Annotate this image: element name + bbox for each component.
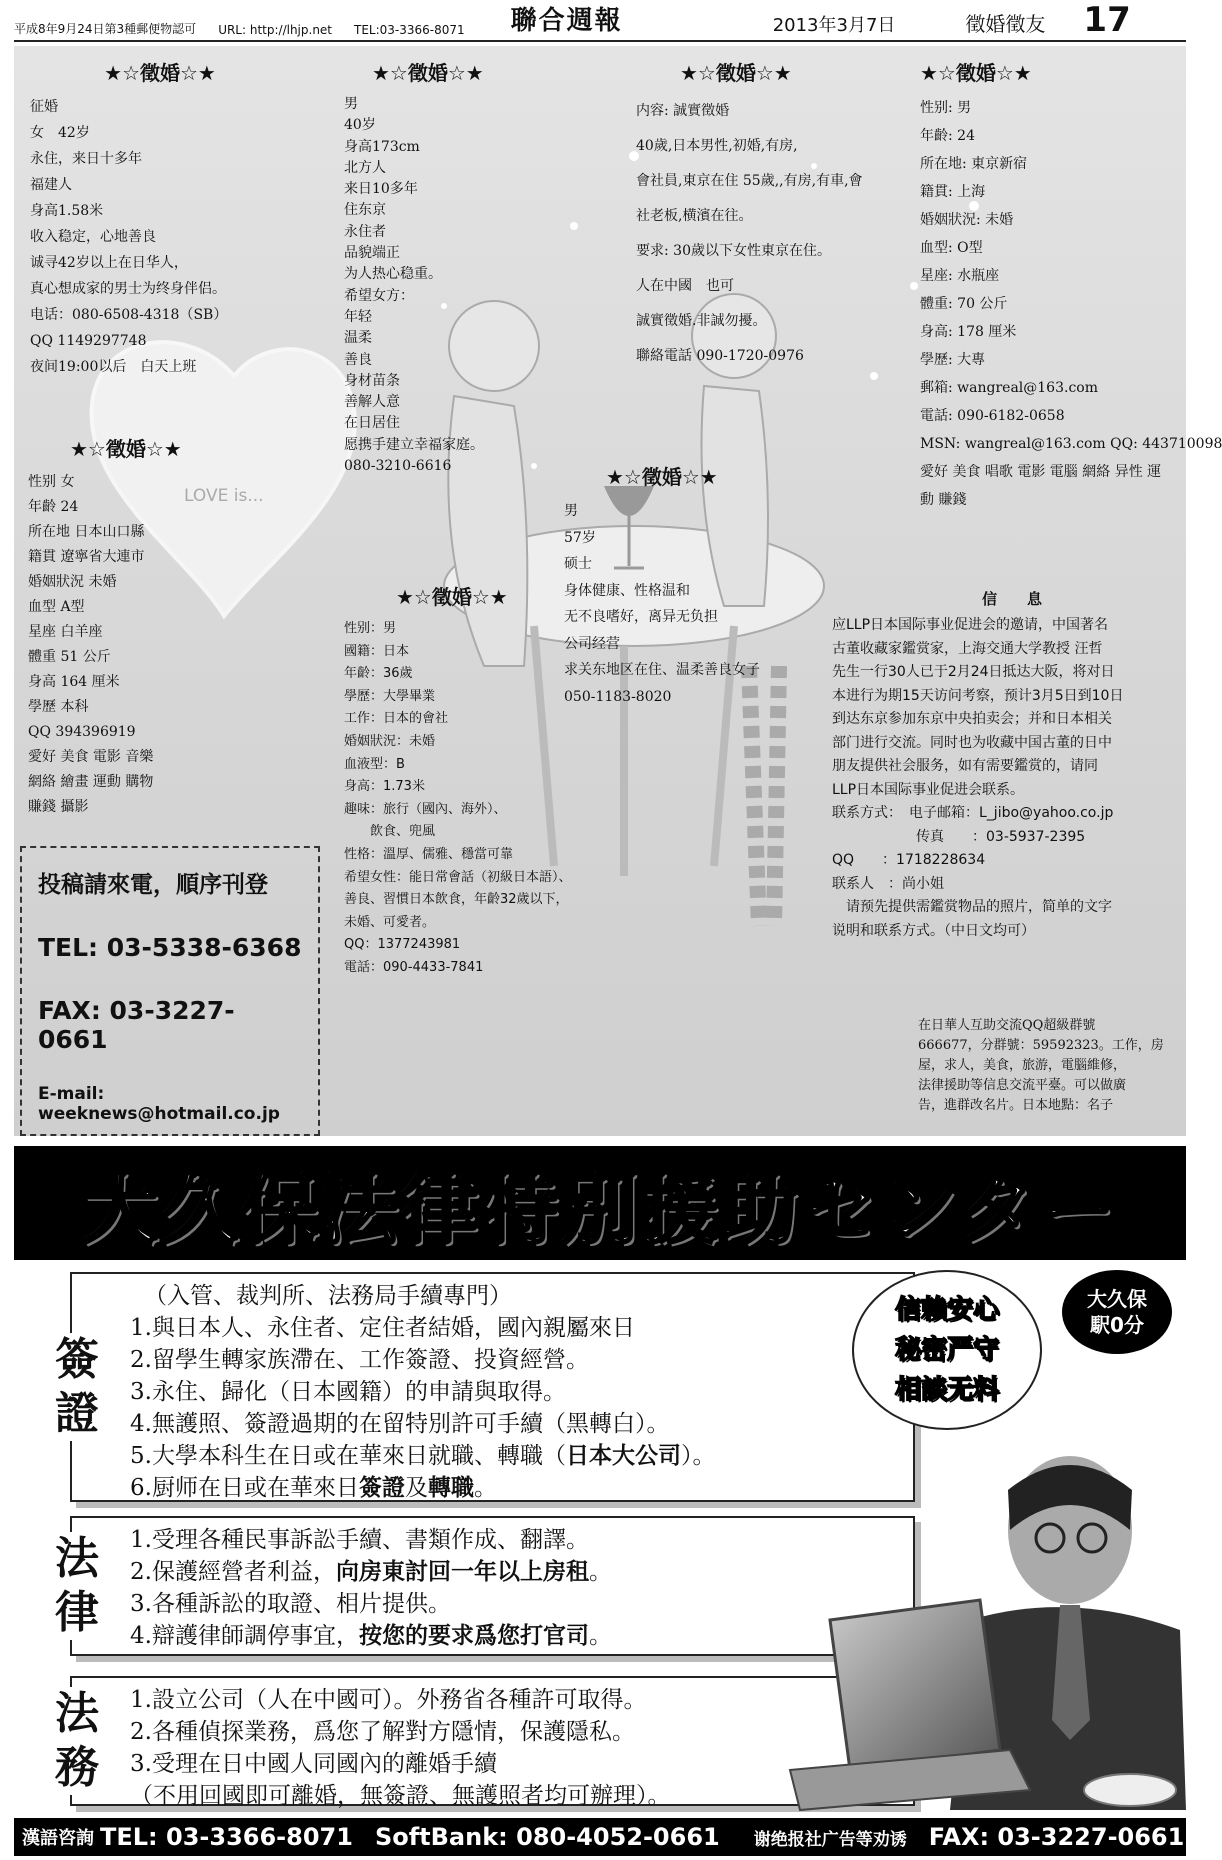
law-title: 法律 [46, 1532, 108, 1640]
text-line: 體重 51 公斤 [28, 649, 111, 665]
text-line: 57岁 [564, 529, 596, 546]
text-line: 身高: 178 厘米 [920, 324, 1017, 340]
ad-block-7 [344, 586, 644, 980]
text-line: LLP日本国际事业促进会联系。 [832, 781, 1025, 798]
ad-heading: ★☆徵婚☆★ [680, 61, 792, 85]
item-text: 5.大學本科生在日或在華來日就職、轉職（ [130, 1443, 566, 1469]
text-line: MSN: wangreal@163.com QQ: 443710098 [920, 436, 1222, 452]
text-line: 愛好 美食 電影 音樂 [28, 749, 154, 765]
text-line: 性别：男 [344, 621, 397, 636]
text-line: 工作：日本的會社 [344, 711, 449, 727]
text-line: 公司经营 [564, 635, 620, 652]
text-line: 籍貫 遼寧省大連市 [28, 549, 145, 565]
text-line: 请预先提供需鑑赏物品的照片，简单的文字 [832, 899, 1112, 915]
text-line: 080-3210-6616 [344, 458, 452, 475]
submission-contact-box [20, 846, 320, 1136]
emphasis-text: 轉職 [427, 1475, 474, 1501]
text-line: 希望女方： [344, 287, 414, 304]
text-line: 屋，求人，美食，旅游，電腦維修， [918, 1058, 1127, 1073]
text-line: 性别: 男 [920, 100, 972, 116]
item-text: 1.與日本人、永住者、定住者結婚，國內親屬來日 [130, 1315, 635, 1341]
text-line: 性格：溫厚、儒雅、穩當可靠 [344, 846, 514, 862]
footer-softbank: SoftBank: 080-4052-0661 [374, 1823, 720, 1851]
text-line: 趣味：旅行（國內、海外）、 [344, 801, 507, 817]
text-line: 男 [344, 96, 358, 112]
text-line: 聯絡電話 090-1720-0976 [636, 348, 804, 364]
text-line: 诚寻42岁以上在日华人， [30, 255, 188, 271]
text-line: 身高1.58米 [30, 203, 104, 219]
text-line: 夜间19:00以后 白天上班 [30, 359, 197, 375]
text-line: 男 [564, 503, 578, 519]
text-line: 善解人意 [344, 394, 400, 411]
station-distance: 駅0分 [1090, 1313, 1144, 1337]
text-line: 古董收藏家鑑赏家，上海交通大学教授 汪哲 [832, 640, 1103, 657]
ad-block-5 [28, 438, 248, 820]
emphasis-text: 日本大公司 [565, 1443, 681, 1469]
text-line: 先生一行30人已于2月24日抵达大阪，将对日 [832, 664, 1115, 680]
text-line: 體重: 70 公斤 [920, 296, 1008, 312]
text-line: 星座 白羊座 [28, 624, 103, 640]
text-line: 来日10多年 [344, 181, 418, 198]
text-line: 年齡 24 [28, 499, 79, 515]
ad-block-1 [30, 62, 290, 380]
text-line: 在日居住 [344, 415, 400, 432]
text-line: QQ 1149297748 [30, 333, 147, 349]
text-line: 硕士 [564, 556, 592, 572]
text-line: 永住，来日十多年 [30, 151, 142, 167]
ad-block-4 [920, 61, 1222, 514]
text-line: 電話：090-4433-7841 [344, 959, 484, 975]
ad-heading: ★☆徵婚☆★ [606, 465, 718, 489]
text-line: 女 42岁 [30, 125, 90, 141]
visa-title: 簽證 [46, 1333, 108, 1441]
item-text: 2.留學生轉家族滯在、工作簽證、投資經營。 [130, 1347, 589, 1373]
text-line: 身高 164 厘米 [28, 674, 120, 690]
service-item [130, 1376, 913, 1408]
permit-text: 平成8年9月24日第3種郵便物認可 [14, 22, 197, 36]
text-line: QQ 394396919 [28, 724, 136, 740]
text-line: 飲食、兜風 [344, 824, 436, 840]
text-line: 到达东京参加东京中央拍卖会；并和日本相关 [832, 711, 1112, 727]
item-text: 1.受理各種民事訴訟手續、書類作成、翻譯。 [130, 1527, 589, 1553]
text-line: 真心想成家的男士为终身伴侣。 [30, 281, 226, 297]
ad-heading: ★☆徵婚☆★ [920, 61, 1032, 85]
text-line: 年齡: 24 [920, 128, 975, 144]
text-line: 血型: O型 [920, 240, 983, 256]
slogan-line: 相談无料 [894, 1375, 999, 1405]
text-line: 會社員,東京在住 55歲,,有房,有車,會 [636, 173, 863, 189]
text-line: 身体健康、性格温和 [564, 582, 690, 599]
emphasis-text: 簽證 [358, 1475, 405, 1501]
text-line: 未婚、可愛者。 [344, 914, 436, 930]
text-line: 學歷: 大專 [920, 352, 986, 368]
text-line: 联系人 ：尚小姐 [832, 875, 944, 892]
qq-group-notice [918, 1016, 1184, 1116]
text-line: 在日華人互助交流QQ超級群號 [918, 1018, 1096, 1033]
ad-heading: ★☆徵婚☆★ [70, 437, 182, 461]
text-line: 人在中國 也可 [636, 278, 734, 294]
text-line: 身高173cm [344, 138, 420, 155]
item-text: 6.厨师在日或在華來日 [130, 1475, 359, 1501]
item-text: 3.永住、歸化（日本國籍）的申請與取得。 [130, 1379, 566, 1405]
text-line: 住东京 [344, 202, 386, 219]
contact-fax: FAX: 03-3227-0661 [38, 996, 235, 1054]
text-line: 愿携手建立幸福家庭。 [344, 436, 484, 453]
text-line: 要求: 30歲以下女性東京在住。 [636, 243, 831, 259]
text-line: 年齡：36歲 [344, 666, 413, 682]
text-line: 年轻 [344, 308, 372, 325]
text-line: 050-1183-8020 [564, 688, 672, 705]
service-item [130, 1280, 913, 1312]
text-line: 无不良嗜好，离异无负担 [564, 609, 718, 625]
banner-title: 大久保法律特別援助センター [81, 1164, 1119, 1254]
text-line: 永住者 [344, 223, 386, 240]
text-line: 國籍：日本 [344, 643, 410, 659]
slogan-line: 信賴安心 [894, 1295, 999, 1325]
text-line: 婚姻狀況 未婚 [28, 574, 117, 590]
text-line: 电话：080-6508-4318（SB） [30, 307, 228, 323]
text-line: 本进行为期15天访问考察，预计3月5日到10日 [832, 687, 1124, 704]
text-line: 學歷 本科 [28, 699, 89, 715]
page-header [14, 0, 1186, 42]
footer-label: 漢語咨詢 [22, 1828, 94, 1849]
text-line: 告，進群改名片。日本地點：名子 [918, 1098, 1114, 1113]
text-line: 網絡 繪畫 運動 購物 [28, 774, 154, 790]
text-line: 所在地: 東京新宿 [920, 156, 1028, 172]
url-text: URL: http://lhjp.net [218, 23, 333, 37]
text-line: 收入稳定，心地善良 [30, 229, 156, 245]
item-text: 。 [588, 1559, 612, 1585]
text-line: QQ ：1718228634 [832, 852, 986, 868]
text-line: 血液型：B [344, 756, 405, 772]
text-line: 内容: 誠實徵婚 [636, 103, 730, 119]
businessman-photo [770, 1420, 1186, 1810]
text-line: 福建人 [30, 177, 72, 193]
text-line: 郵箱: wangreal@163.com [920, 380, 1098, 396]
emphasis-text: 向房東討回一年以上房租 [335, 1559, 589, 1585]
text-line: 電話: 090-6182-0658 [920, 408, 1065, 424]
text-line: 温柔 [344, 330, 372, 347]
item-text: 4.無護照、簽證過期的在留特別許可手續（黑轉白）。 [130, 1411, 670, 1437]
text-line: 朋友提供社会服务，如有需要鑑赏的，请同 [832, 758, 1098, 774]
text-line: 血型 A型 [28, 599, 85, 615]
legal-affairs-title: 法務 [46, 1687, 108, 1795]
ad-block-3 [636, 62, 906, 374]
ad-heading: ★☆徵婚☆★ [104, 61, 216, 85]
ad-heading: ★☆徵婚☆★ [396, 585, 508, 609]
text-line: 婚姻狀況：未婚 [344, 733, 436, 749]
item-text: 。 [473, 1475, 497, 1501]
page-footer [14, 1818, 1186, 1856]
info-notice [832, 588, 1192, 943]
header-tel: TEL:03-3366-8071 [354, 23, 465, 37]
text-line: 動 賺錢 [920, 492, 967, 508]
station-badge [1062, 1270, 1172, 1354]
text-line: 666677，分群號：59592323。工作，房 [918, 1038, 1164, 1053]
contact-email[interactable]: E-mail: weeknews@hotmail.co.jp [38, 1084, 280, 1124]
text-line: 所在地 日本山口縣 [28, 524, 145, 540]
text-line: 愛好 美食 唱歌 電影 電腦 網絡 异性 運 [920, 464, 1162, 480]
item-text: （不用回國即可離婚，無簽證、無護照者均可辦理）。 [130, 1783, 671, 1809]
item-text: ）。 [680, 1443, 716, 1469]
footer-tel: TEL: 03-3366-8071 [100, 1823, 353, 1851]
text-line: 传真 ：03-5937-2395 [832, 828, 1086, 845]
text-line: 婚姻狀況: 未婚 [920, 212, 1014, 228]
text-line: 为人热心稳重。 [344, 266, 442, 283]
service-item [130, 1344, 913, 1376]
text-line: 品貌端正 [344, 245, 400, 262]
item-text: 。 [588, 1623, 612, 1649]
text-line: 希望女性：能日常會話（初級日本語）、 [344, 869, 572, 885]
section-name: 徵婚徵友 [965, 12, 1046, 36]
ad-block-2 [344, 62, 584, 477]
text-line: 应LLP日本国际事业促进会的邀请，中国著名 [832, 617, 1109, 633]
emphasis-text: 按您的要求爲您打官司 [358, 1623, 589, 1649]
submission-text: 投稿請來電，順序刊登 [38, 872, 268, 898]
slogan-cloud [852, 1270, 1042, 1430]
service-item [130, 1312, 913, 1344]
text-line: 善良 [344, 351, 372, 368]
item-text: （入管、裁判所、法務局手續專門） [144, 1283, 512, 1309]
item-text: 2.各種偵探業務，爲您了解對方隱情，保護隱私。 [130, 1719, 635, 1745]
text-line: 學歷：大學畢業 [344, 688, 436, 704]
text-line: 籍貫: 上海 [920, 184, 986, 200]
item-text: 及 [404, 1475, 428, 1501]
text-line: 联系方式： 电子邮箱：L_jibo@yahoo.co.jp [832, 805, 1114, 821]
text-line: 善良、習慣日本飲食，年齡32歲以下， [344, 892, 569, 908]
item-text: 3.各種訴訟的取證、相片提供。 [130, 1591, 451, 1617]
text-line: 法律援助等信息交流平臺。可以做廣 [918, 1078, 1127, 1093]
page-number: 17 [1083, 0, 1131, 40]
text-line: 性别 女 [28, 474, 75, 490]
item-text: 3.受理在日中國人同國內的離婚手續 [130, 1751, 497, 1777]
station-name: 大久保 [1087, 1287, 1147, 1311]
text-line: 征婚 [30, 99, 58, 115]
contact-tel: TEL: 03-5338-6368 [38, 933, 302, 962]
text-line: 身高：1.73米 [344, 779, 425, 795]
text-line: 北方人 [344, 159, 386, 176]
love-is-text: LOVE is... [184, 486, 264, 506]
info-heading: 信 息 [981, 590, 1042, 608]
text-line: 40岁 [344, 117, 376, 134]
footer-notice: 谢绝报社广告等劝诱 [753, 1829, 907, 1850]
text-line: 身材苗条 [344, 372, 400, 389]
footer-fax: FAX: 03-3227-0661 [928, 1823, 1185, 1851]
text-line: 部门进行交流。同时也为收藏中国古董的日中 [832, 734, 1112, 751]
text-line: 社老板,横濱在往。 [636, 208, 753, 224]
slogan-line: 秘密严守 [894, 1335, 999, 1365]
item-text: 1.設立公司（人在中國可）。外務省各種許可取得。 [130, 1687, 647, 1713]
issue-date: 2013年3月7日 [772, 15, 896, 36]
text-line: 求关东地区在住、温柔善良女子 [564, 662, 760, 678]
item-text: 2.保護經營者利益， [130, 1559, 336, 1585]
law-center-banner [14, 1146, 1186, 1260]
text-line: 星座: 水瓶座 [920, 268, 1000, 284]
text-line: 賺錢 攝影 [28, 799, 89, 815]
newspaper-title: 聯合週報 [510, 6, 623, 36]
text-line: QQ：1377243981 [344, 937, 461, 953]
text-line: 40歲,日本男性,初婚,有房, [636, 138, 798, 154]
ad-heading: ★☆徵婚☆★ [372, 61, 484, 85]
personals-area [14, 46, 1222, 1136]
text-line: 说明和联系方式。（中日文均可） [832, 922, 1035, 939]
text-line: 誠實徵婚.非誠勿擾。 [636, 313, 767, 329]
item-text: 4.辯護律師調停事宜， [130, 1623, 359, 1649]
